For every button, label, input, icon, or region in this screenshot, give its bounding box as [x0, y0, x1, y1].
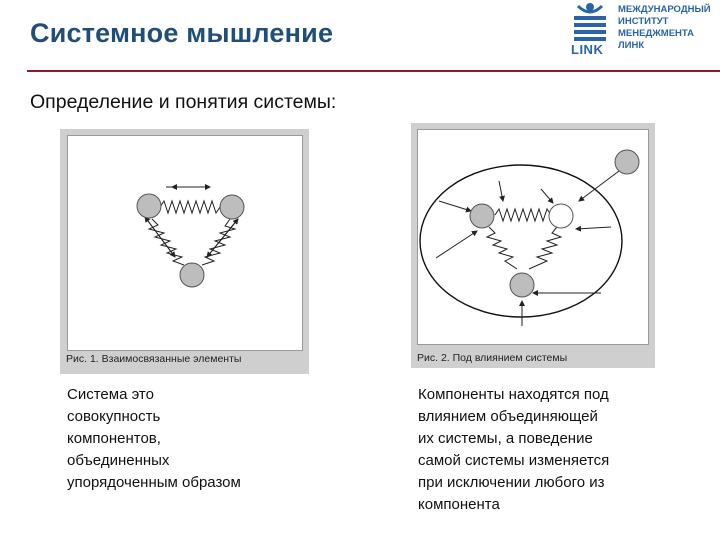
figure-1 [60, 129, 309, 374]
logo-line: ИНСТИТУТ [618, 16, 669, 27]
logo-line: МЕНЕДЖМЕНТА [618, 28, 694, 39]
arrow [207, 219, 238, 257]
figure-2-caption: Рис. 2. Под влиянием системы [417, 352, 568, 364]
figure-2 [411, 123, 655, 368]
spring [160, 201, 220, 213]
arrow [439, 201, 471, 211]
figure-2-description: Компоненты находятся под влиянием объединяющей их системы, а поведение самой системы изменяется при исключении любого из компонента [418, 386, 610, 513]
logo-line: МЕЖДУНАРОДНЫЙ [618, 4, 711, 15]
element-node-external [615, 150, 639, 174]
logo-text [618, 4, 711, 52]
arrow [541, 189, 553, 203]
figure-1-caption: Рис. 1. Взаимосвязанные элементы [66, 353, 242, 365]
arrow [499, 181, 503, 201]
header-divider [27, 70, 720, 72]
arrow [436, 231, 477, 258]
element-node [220, 195, 244, 219]
section-subtitle: Определение и понятия системы: [30, 91, 337, 113]
spring [487, 227, 517, 269]
link-logo [566, 0, 716, 62]
arrow [579, 171, 619, 201]
element-node [180, 263, 204, 287]
element-node-removed [549, 204, 573, 228]
element-node [510, 273, 534, 297]
spring [495, 209, 551, 221]
figure-1-description: Система это совокупность компонентов, объединенных упорядоченным образом [67, 386, 241, 491]
spring [202, 219, 235, 265]
element-node [470, 204, 494, 228]
logo-line: ЛИНК [618, 40, 645, 51]
arrow [576, 227, 611, 229]
element-node [137, 194, 161, 218]
figure-1-diagram [60, 129, 309, 374]
figure-2-diagram [411, 123, 655, 368]
page-title: Системное мышление [30, 18, 334, 48]
spring [529, 227, 561, 269]
spring [149, 219, 184, 265]
logo-abbr: LINK [571, 42, 604, 57]
